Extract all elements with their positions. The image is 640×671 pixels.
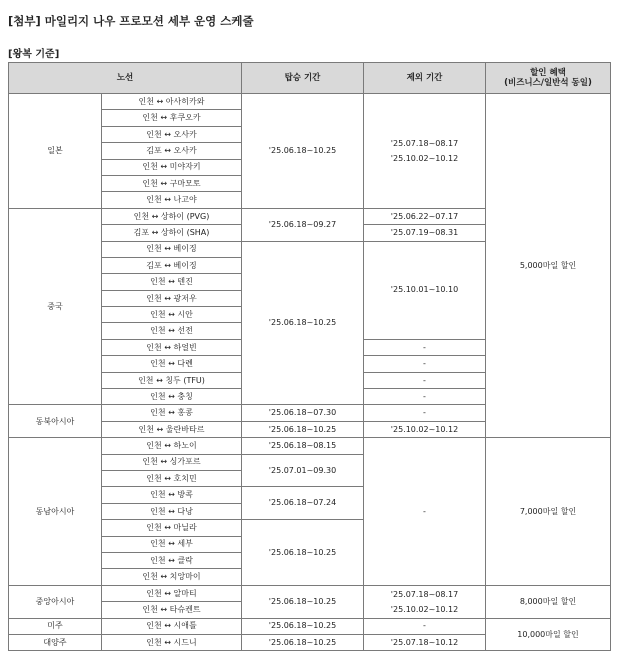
excluded-cell — [364, 94, 486, 209]
boarding-cell: '25.06.18~10.25 — [242, 520, 364, 586]
route-cell: 김포 ↔ 오사카 — [102, 143, 242, 159]
region-cell: 대양주 — [9, 634, 102, 650]
excluded-line: '25.10.02~10.12 — [390, 604, 459, 614]
route-cell: 인천 ↔ 마닐라 — [102, 520, 242, 536]
region-cell: 일본 — [9, 94, 102, 209]
boarding-header: 탑승 기간 — [242, 63, 364, 94]
boarding-cell: '25.06.18~08.15 — [242, 438, 364, 454]
excluded-cell: - — [364, 339, 486, 355]
route-cell: 인천 ↔ 시애틀 — [102, 618, 242, 634]
route-cell: 인천 ↔ 다낭 — [102, 503, 242, 519]
route-cell: 인천 ↔ 아사히카와 — [102, 94, 242, 110]
route-cell: 김포 ↔ 상하이 (SHA) — [102, 225, 242, 241]
route-cell: 인천 ↔ 나고야 — [102, 192, 242, 208]
basis-label: [왕복 기준] — [8, 49, 60, 60]
route-cell: 인천 ↔ 다롄 — [102, 356, 242, 372]
region-cell: 미주 — [9, 618, 102, 634]
boarding-cell: '25.06.18~10.25 — [242, 634, 364, 650]
excluded-cell: - — [364, 618, 486, 634]
excluded-cell: - — [364, 372, 486, 388]
route-cell: 김포 ↔ 베이징 — [102, 257, 242, 273]
boarding-cell: '25.06.18~10.25 — [242, 618, 364, 634]
discount-cell: 5,000마일 할인 — [486, 94, 611, 438]
route-cell: 인천 ↔ 시안 — [102, 307, 242, 323]
region-cell: 중국 — [9, 208, 102, 405]
boarding-cell: '25.06.18~10.25 — [242, 241, 364, 405]
route-cell: 인천 ↔ 싱가포르 — [102, 454, 242, 470]
route-cell: 인천 ↔ 호치민 — [102, 470, 242, 486]
discount-cell: 8,000마일 할인 — [486, 585, 611, 618]
route-cell: 인천 ↔ 시드니 — [102, 634, 242, 650]
excluded-line: '25.10.02~10.12 — [390, 153, 459, 163]
discount-cell: 7,000마일 할인 — [486, 438, 611, 586]
route-cell: 인천 ↔ 베이징 — [102, 241, 242, 257]
route-cell: 인천 ↔ 칭두 (TFU) — [102, 372, 242, 388]
table-row — [9, 618, 611, 634]
boarding-cell: '25.06.18~07.24 — [242, 487, 364, 520]
excluded-cell: '25.07.19~08.31 — [364, 225, 486, 241]
route-cell: 인천 ↔ 미야자키 — [102, 159, 242, 175]
boarding-cell: '25.07.01~09.30 — [242, 454, 364, 487]
table-row — [9, 438, 611, 454]
excluded-cell: - — [364, 405, 486, 421]
excluded-cell: - — [364, 356, 486, 372]
discount-cell: 10,000마일 할인 — [486, 618, 611, 651]
route-cell: 인천 ↔ 홍콩 — [102, 405, 242, 421]
route-cell: 인천 ↔ 방콕 — [102, 487, 242, 503]
excluded-cell: '25.07.18~10.12 — [364, 634, 486, 650]
boarding-cell: '25.06.18~10.25 — [242, 421, 364, 437]
route-cell: 인천 ↔ 알마티 — [102, 585, 242, 601]
discount-header — [486, 63, 611, 94]
boarding-cell: '25.06.18~07.30 — [242, 405, 364, 421]
excluded-cell: '25.06.22~07.17 — [364, 208, 486, 224]
route-cell: 인천 ↔ 타슈켄트 — [102, 602, 242, 618]
document-title: [첨부] 마일리지 나우 프로모션 세부 운영 스케줄 — [8, 14, 254, 28]
excluded-cell: '25.10.01~10.10 — [364, 241, 486, 339]
route-cell: 인천 ↔ 하얼빈 — [102, 339, 242, 355]
route-cell: 인천 ↔ 텐진 — [102, 274, 242, 290]
region-cell: 동북아시아 — [9, 405, 102, 438]
route-cell: 인천 ↔ 충칭 — [102, 389, 242, 405]
boarding-cell: '25.06.18~10.25 — [242, 585, 364, 618]
route-cell: 인천 ↔ 구마모토 — [102, 175, 242, 191]
route-cell: 인천 ↔ 오사카 — [102, 126, 242, 142]
discount-header-line1: 할인 혜택 — [530, 67, 566, 78]
route-cell: 인천 ↔ 세부 — [102, 536, 242, 552]
boarding-cell: '25.06.18~09.27 — [242, 208, 364, 241]
route-header: 노선 — [9, 63, 242, 94]
route-cell: 인천 ↔ 울란바타르 — [102, 421, 242, 437]
table-row — [9, 94, 611, 110]
discount-header-line2: (비즈니스/일반석 동일) — [504, 78, 592, 88]
excluded-cell: - — [364, 389, 486, 405]
route-cell: 인천 ↔ 치앙마이 — [102, 569, 242, 585]
region-cell: 중앙아시아 — [9, 585, 102, 618]
route-cell: 인천 ↔ 상하이 (PVG) — [102, 208, 242, 224]
excluded-cell: '25.10.02~10.12 — [364, 421, 486, 437]
route-cell: 인천 ↔ 광저우 — [102, 290, 242, 306]
excluded-cell: - — [364, 438, 486, 586]
schedule-table — [8, 62, 611, 651]
route-cell: 인천 ↔ 하노이 — [102, 438, 242, 454]
boarding-cell: '25.06.18~10.25 — [242, 94, 364, 209]
excluded-header: 제외 기간 — [364, 63, 486, 94]
route-cell: 인천 ↔ 후쿠오카 — [102, 110, 242, 126]
route-cell: 인천 ↔ 클락 — [102, 552, 242, 568]
table-row — [9, 585, 611, 601]
region-cell: 동남아시아 — [9, 438, 102, 586]
header-row — [9, 63, 611, 94]
excluded-line: '25.07.18~08.17 — [390, 138, 459, 148]
route-cell: 인천 ↔ 선전 — [102, 323, 242, 339]
excluded-cell — [364, 585, 486, 618]
excluded-line: '25.07.18~08.17 — [390, 589, 459, 599]
